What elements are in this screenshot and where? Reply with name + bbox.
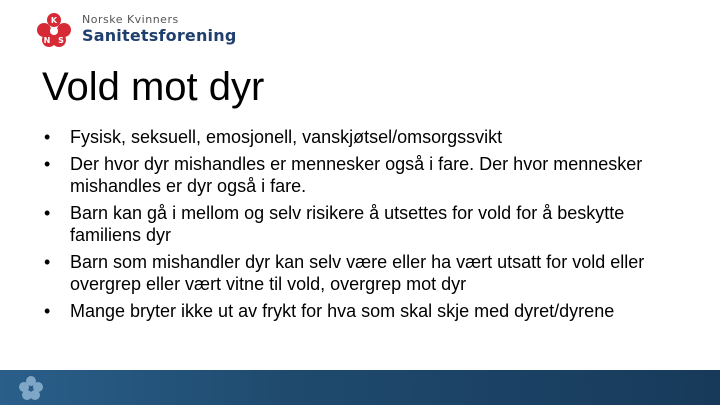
bullet-text: Der hvor dyr mishandles er mennesker også i fare. Der hvor mennesker mishandles er dyr også i fare. xyxy=(70,154,643,196)
emblem-letter-n: N xyxy=(43,36,51,45)
brand-line-1: Norske Kvinners xyxy=(82,13,179,26)
flower-logo-icon xyxy=(16,374,46,402)
bullet-item xyxy=(44,126,694,148)
bullet-item xyxy=(44,300,694,322)
bullet-marker: • xyxy=(44,127,51,147)
bullet-text: Barn kan gå i mellom og selv risikere å utsettes for vold for å beskytte familiens dyr xyxy=(70,203,625,245)
emblem-letter-k: K xyxy=(50,16,58,25)
bullet-list xyxy=(44,126,694,327)
bullet-marker: • xyxy=(44,301,51,321)
bullet-text: Fysisk, seksuell, emosjonell, vanskjøtsel/omsorgssvikt xyxy=(70,127,503,147)
footer-bar xyxy=(0,370,720,405)
bullet-item xyxy=(44,153,694,197)
brand-logo xyxy=(32,12,242,48)
rose-emblem-icon xyxy=(32,12,76,48)
bullet-item xyxy=(44,251,694,295)
bullet-marker: • xyxy=(44,252,51,272)
bullet-marker: • xyxy=(44,154,51,174)
brand-line-2: Sanitetsforening xyxy=(82,26,237,45)
slide-title: Vold mot dyr xyxy=(42,65,265,109)
bullet-marker: • xyxy=(44,203,51,223)
bullet-text: Barn som mishandler dyr kan selv være eller ha vært utsatt for vold eller overgrep eller vært vitne til vold, overgrep mot dyr xyxy=(70,252,645,294)
bullet-text: Mange bryter ikke ut av frykt for hva som skal skje med dyret/dyrene xyxy=(70,301,615,321)
bullet-item xyxy=(44,202,694,246)
emblem-letter-s: S xyxy=(58,36,64,45)
